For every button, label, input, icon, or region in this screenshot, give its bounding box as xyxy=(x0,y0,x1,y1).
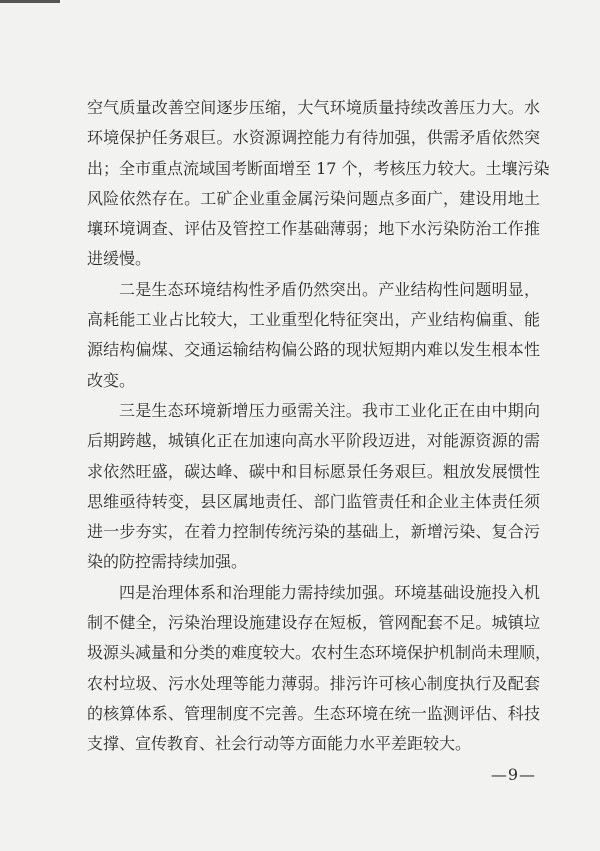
text-line: 改变。 xyxy=(87,370,136,390)
text-line: 支撑、宣传教育、社会行动等方面能力水平差距较大。 xyxy=(87,734,472,754)
text-line: 高耗能工业占比较大，工业重型化特征突出，产业结构偏重、能 xyxy=(87,310,540,330)
text-line: 圾源头减量和分类的难度较大。农村生态环境保护机制尚未理顺， xyxy=(87,643,552,663)
text-line: 二是生态环境结构性矛盾仍然突出。产业结构性问题明显， xyxy=(119,279,540,299)
text-line: 求依然旺盛，碳达峰、碳中和目标愿景任务艰巨。粗放发展惯性 xyxy=(87,461,540,481)
text-line: 进一步夯实，在着力控制传统污染的基础上，新增污染、复合污 xyxy=(87,522,540,542)
page-number: —9— xyxy=(490,765,536,784)
text-line: 空气质量改善空间逐步压缩，大气环境质量持续改善压力大。水 xyxy=(87,98,540,117)
paragraph xyxy=(87,578,552,760)
paragraph xyxy=(87,93,550,275)
text-line: 制不健全，污染治理设施建设存在短板，管网配套不足。城镇垃 xyxy=(87,613,540,633)
text-line: 出；全市重点流域国考断面增至 17 个，考核压力较大。土壤污染 xyxy=(87,158,550,178)
text-line: 思维亟待转变，县区属地责任、部门监管责任和企业主体责任须 xyxy=(87,491,540,511)
text-line: 壤环境调查、评估及管控工作基础薄弱；地下水污染防治工作推 xyxy=(87,219,540,239)
text-line: 后期跨越，城镇化正在加速向高水平阶段迈进，对能源资源的需 xyxy=(87,431,540,451)
text-line: 风险依然存在。工矿企业重金属污染问题点多面广，建设用地土 xyxy=(87,188,540,208)
text-line: 源结构偏煤、交通运输结构偏公路的现状短期内难以发生根本性 xyxy=(87,340,540,360)
scan-edge-mark xyxy=(0,0,60,3)
paragraph xyxy=(87,396,540,578)
text-line: 农村垃圾、污水处理等能力薄弱。排污许可核心制度执行及配套 xyxy=(87,673,540,693)
paragraph xyxy=(87,275,540,396)
text-line: 进缓慢。 xyxy=(87,249,152,269)
text-line: 环境保护任务艰巨。水资源调控能力有待加强，供需矛盾依然突 xyxy=(87,128,540,148)
text-line: 的核算体系、管理制度不完善。生态环境在统一监测评估、科技 xyxy=(87,703,540,723)
text-line: 四是治理体系和治理能力需持续加强。环境基础设施投入机 xyxy=(119,582,540,602)
text-line: 染的防控需持续加强。 xyxy=(87,552,248,572)
text-line: 三是生态环境新增压力亟需关注。我市工业化正在由中期向 xyxy=(119,400,540,420)
document-body xyxy=(87,93,552,760)
